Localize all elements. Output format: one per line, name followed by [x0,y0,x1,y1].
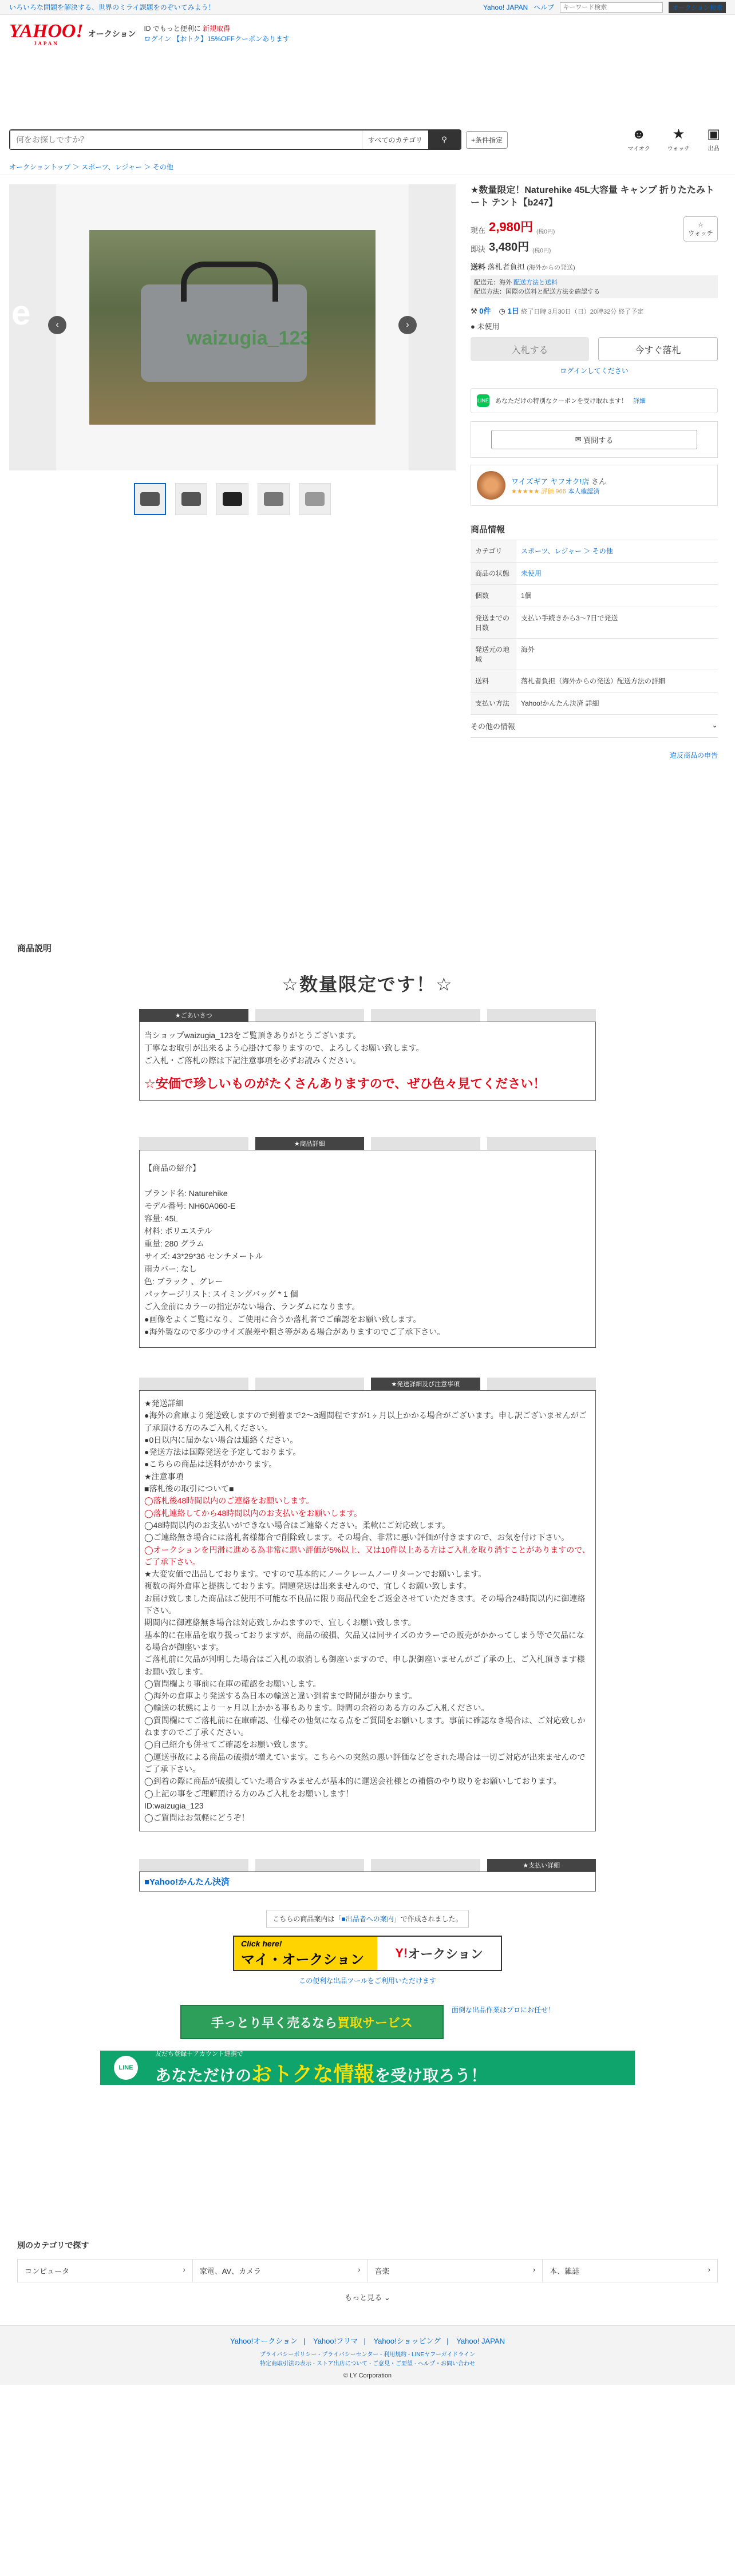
detail-line: サイズ: 43*29*36 センチメートル [144,1252,263,1261]
time-left: 1日 [507,307,519,315]
promo-link[interactable]: いろいろな問題を解決する、世界のミライ課題をのぞいてみよう！ [9,3,215,11]
coupon-detail-link[interactable]: 詳細 [633,398,646,405]
service-name: オークション [88,29,136,38]
category-label: 本、雑誌 [550,2267,580,2276]
sell-button[interactable] [707,128,720,152]
spec-key: 支払い方法 [471,693,516,715]
note-line: ◯48時間以内のお支払いができない場合はご連絡ください。柔軟にご対応致します。 [144,1520,451,1530]
header-info [144,23,290,44]
tab-blank[interactable] [371,1009,480,1022]
note-line: ◯ご質問はお気軽にどうぞ！ [144,1813,250,1823]
star-icon: ☆ [698,221,704,228]
chevron-down-icon: ⌄ [712,721,718,729]
buyout-price: 3,480円 [489,241,529,254]
detail-line: 重量: 280 グラム [144,1239,204,1248]
watch-list-button[interactable] [667,128,690,152]
tab-blank[interactable] [487,1137,596,1150]
tab-blank[interactable] [139,1378,248,1390]
table-row [471,639,718,670]
prev-image-letter: e [11,294,31,332]
note-line: 複数の海外倉庫と提携しております。問題発送は出来ませんので、宜しくお願い致します。 [144,1581,472,1591]
seller-card[interactable] [471,465,718,506]
greeting-line: ご入札・ご落札の際は下記注意事項を必ずお読みください。 [144,1056,361,1065]
coupon-text: あなただけの特別なクーポンを受け取れます！ [495,398,627,405]
other-categories-title: 別のカテゴリで探す [17,2241,89,2250]
note-line: ◯輸送の状態により一ヶ月以上かかる事もあります。時間の余裕のある方のみご入札ください。 [144,1703,489,1713]
shipping-note: (海外からの発送) [527,264,575,271]
pro-seller-link[interactable]: 面倒な出品作業はプロにお任せ！ [451,2006,555,2015]
note-line: ◯ご連絡無き場合には落札者様都合で削除致します。その場合、非常に悪い評価が付きますので、お気を付け下さい。 [144,1533,570,1542]
category-item[interactable] [193,2260,368,2282]
violation-report-link[interactable]: 違反商品の申告 [669,751,718,759]
footer-link[interactable]: Yahoo!フリマ [313,2337,358,2346]
greeting-highlight: ☆安価で珍しいものがたくさんありますので、ぜひ色々見てください！ [144,1077,546,1091]
spec-title: 商品情報 [471,523,718,540]
category-label: コンピュータ [25,2267,70,2276]
show-more-button[interactable] [17,2292,718,2302]
breadcrumb[interactable]: オークショントップ ＞ スポーツ、レジャー ＞ その他 [0,159,735,175]
login-link[interactable]: ログイン [144,35,171,43]
spec-value: Yahoo!かんたん決済 詳細 [516,693,718,715]
current-price-tax: (税0円) [536,229,555,235]
tab-blank[interactable] [487,1009,596,1022]
watch-button-label: ウォッチ [688,229,713,237]
note-line: ◯上記の事をご理解頂ける方のみご入札をお願いします！ [144,1788,354,1798]
thumbnail[interactable] [258,483,290,515]
buyout-price-label: 即決 [471,245,486,254]
detail-line: 雨カバー: なし [144,1264,197,1273]
tab-blank[interactable] [371,1137,480,1150]
note-line: 期間内に御連絡無き場合は対応致しかねますので、宜しくお願い致します。 [144,1618,416,1628]
tab-blank[interactable] [139,1137,248,1150]
note-line: ◯落札連絡してから48時間以内のお支払いをお願いします。 [144,1508,362,1518]
detail-line: 材料: ポリエステル [144,1226,212,1236]
auction-search-button[interactable]: オークション検索 [669,2,726,13]
spec-value[interactable]: 未使用 [521,569,542,577]
table-row [471,693,718,715]
bid-count[interactable]: 0件 [479,307,491,315]
condition-text: 未使用 [477,322,500,331]
chevron-right-icon: › [708,2265,710,2274]
question-button-label: 質問する [583,436,614,445]
thumbnail[interactable] [134,483,166,515]
spec-table [471,540,718,715]
payment-section [139,1859,596,1892]
help-link[interactable]: ヘルプ [534,3,555,11]
footer-sub-line[interactable]: プライバシーポリシー - プライバシーセンター - 利用規約 - LINEヤフーガイドライン [259,2352,476,2359]
myauc-note[interactable]: この便利な出品ツールをご利用いただけます [299,1977,436,1985]
camera-icon: ▣ [707,126,720,142]
note-line: 基本的に在庫品を取り扱っておりますが、商品の破損、欠品又は同サイズのカラーでの販売がかかってしまう等で欠品になる場合が御座います。 [144,1630,584,1652]
tab-greeting[interactable]: ★ごあいさつ [139,1009,248,1022]
prev-arrow-icon[interactable]: ‹ [48,316,66,334]
clock-icon: ◷ [499,307,505,315]
photo-watermark: waizugia_123 [187,327,311,349]
tabs [139,1009,596,1022]
tab-detail[interactable]: ★商品詳細 [255,1137,365,1150]
seller-name[interactable]: ワイズギア ヤフオク!店 [511,477,590,486]
description-heading: ☆数量限定です！☆ [282,974,453,995]
logo-text: YAHOO! [9,20,84,42]
note-line: ◯質問欄にてご落札前に在庫確認、仕様その他気になる点をご質問をお願いします。事前に確認なき場合は、ご対応致しかねますのでご了承ください。 [144,1715,586,1738]
detail-line: ●画像をよくご覧になり、ご使用に合うか落札者でご確認をお願い致します。 [144,1315,421,1324]
yahoo-logo[interactable] [9,22,84,46]
logo-sub-text: JAPAN [33,40,59,46]
tab-blank[interactable] [255,1859,365,1871]
note-line: ◯オークションを円滑に進める為非常に悪い評価が5%以上、又は10件以上ある方はご入札を取り消すことがありますので、ご了承下さい。 [144,1545,590,1566]
check-icon: ● [471,322,475,331]
myauc-banner-right [377,1937,501,1970]
footer-link[interactable]: Yahoo! JAPAN [456,2337,505,2346]
tab-blank[interactable] [371,1859,480,1871]
buyback-banner[interactable] [180,2005,444,2039]
condition-button[interactable]: +条件指定 [466,131,508,149]
greeting-panel [139,1022,596,1101]
item-condition-badge [471,320,718,331]
bid-actions [471,337,718,361]
tab-blank[interactable] [255,1378,365,1390]
note-line: ●海外の倉庫より発送致しますので到着まで2〜3週間程ですが1ヶ月以上かかる場合がございます。申し訳ございませんがご了承頂ける方のみご入札ください。 [144,1411,587,1433]
yahoo-japan-link[interactable]: Yahoo! JAPAN [483,3,528,11]
detail-line: 【商品の紹介】 [144,1164,200,1173]
chevron-right-icon: › [532,2265,536,2274]
spec-key: 商品の状態 [471,563,516,585]
table-row [471,563,718,585]
detail-line: ブランド名: Naturehike [144,1189,228,1198]
search-input[interactable] [10,130,362,149]
ad-banners [0,2005,735,2085]
note-line: ●こちらの商品は送料がかかります。 [144,1459,277,1469]
spec-key: カテゴリ [471,540,516,563]
tabs [139,1137,596,1150]
footer-sub-links [0,2351,735,2369]
current-price: 2,980円 [489,220,534,234]
end-date: 終了日時 3月30日（日）20時32分 終了予定 [521,308,644,315]
line-banner-text-c: を受け取ろう！ [374,2066,487,2084]
notes-section [139,1378,596,1831]
shipping-value: 落札者負担 [487,263,525,271]
search-button[interactable] [428,130,460,149]
note-line: ◯到着の際に商品が破損していた場合すみませんが基本的に運送会社様との補償のやり取りをお願いしております。 [144,1776,562,1786]
thumbnail-strip [9,483,456,515]
current-price-row [471,217,555,235]
footer-link[interactable]: Yahoo!ショッピング [373,2337,441,2346]
myauc-click-text: Click here! [241,1938,282,1948]
spec-key: 個数 [471,585,516,607]
note-line: ■落札後の取引について■ [144,1484,234,1494]
item-info [471,184,718,760]
spec-value: 1個 [516,585,718,607]
footer-links: Yahoo!オークション | Yahoo!フリマ | Yahoo!ショッピング | Yahoo! JAPAN [230,2337,505,2346]
gallery-stage [9,184,456,470]
payment-panel: ■Yahoo!かんたん決済 [139,1871,596,1892]
line-friend-banner[interactable] [100,2051,635,2085]
myauc-logo-text: オークション [408,1946,483,1961]
main-photo[interactable] [89,230,376,425]
footer-sub-line[interactable]: 特定商取引法の表示 - ストア出店について - ご意見・ご要望 - ヘルプ・お問い合わせ [259,2361,476,2368]
next-arrow-icon[interactable]: › [398,316,417,334]
note-line: ★注意事項 [144,1471,184,1481]
spec-key: 送料 [471,670,516,693]
myauc-banner[interactable] [233,1936,502,1971]
table-row [471,585,718,607]
shipping-area: 配送元：海外 [474,279,512,286]
search-row [0,120,735,159]
tab-payment[interactable]: ★支払い詳細 [487,1859,596,1871]
note-line: ◯質問欄より事前に在庫の確認をお願いします。 [144,1679,321,1688]
table-row [471,670,718,693]
question-button[interactable] [491,430,697,449]
chevron-down-icon: ⌄ [384,2293,390,2302]
shipping-label: 送料 [471,263,486,271]
chat-icon: ✉ [575,435,584,444]
current-price-label: 現在 [471,226,486,235]
item-main [0,175,735,760]
seller-avatar [477,471,505,500]
detail-line: ご入金前にカラーの指定がない場合、ランダムになります。 [144,1302,360,1311]
other-info-label: その他の情報 [471,722,516,731]
buy-now-button[interactable]: 今すぐ落札 [598,337,718,361]
tab-shipping-notes[interactable]: ★発送詳細及び注意事項 [371,1378,480,1390]
note-line: ●発送方法は国際発送を予定しております。 [144,1447,301,1457]
footer-link[interactable]: Yahoo!オークション [230,2337,298,2346]
sell-label: 出品 [708,145,720,152]
note-line: ID:waizugia_123 [144,1801,204,1810]
seller-suffix: さん [591,477,606,486]
shipping-method-link[interactable]: 配送方法と送料 [513,279,558,286]
copyright: © LY Corporation [343,2372,392,2380]
person-icon: ☻ [631,126,646,142]
auction-meta [471,305,718,316]
note-line: ◯海外の倉庫より発送する為日本の輸送と違い到着まで時間が掛かります。 [144,1691,417,1701]
spec-key: 発送元の地域 [471,639,516,670]
chevron-right-icon: › [183,2265,185,2274]
note-line: お届け致しました商品はご使用不可能な不良品に限り商品代金をご返金させていただきます。その場合24時間以内に御連絡下さい。 [144,1593,586,1616]
question-box [471,421,718,458]
detail-line: モデル番号: NH60A060-E [144,1201,236,1210]
notes-panel [139,1390,596,1831]
greeting-section [139,1009,596,1101]
note-line: ご落札前に欠品が判明した場合はご入札の取消しも御座いますので、申し訳御座いませんがご了承の上、ご入札頂きます様お願い致します。 [144,1655,585,1676]
author-post: 」で作成されました。 [393,1915,463,1924]
note-line: ◯自己紹介も併せてご確認をお願い致します。 [144,1740,313,1750]
greeting-line: 丁寧なお取引が出来るよう心掛けて参りますので、よろしくお願い致します。 [144,1043,424,1052]
note-line: ◯落札後48時間以内のご連絡をお願いします。 [144,1496,314,1506]
other-categories [0,2239,735,2302]
note-line: ●0日以内に届かない場合は連絡ください。 [144,1435,298,1445]
category-item[interactable] [543,2260,718,2282]
tabs [139,1859,596,1871]
detail-line: 容量: 45L [144,1214,179,1223]
category-select[interactable]: すべてのカテゴリ [362,130,428,149]
coupon-banner[interactable] [471,388,718,413]
detail-line: 色: ブラック 、グレー [144,1277,223,1286]
line-banner-small: 友だち登録＋アカウント連携で [155,2050,243,2057]
top-bar [0,0,735,15]
show-more-label: もっと見る [345,2293,382,2302]
author-note-box [266,1910,468,1928]
note-line: ★大変安価で出品しております。ですので基本的にノークレームノーリターンでお願いします。 [144,1569,487,1579]
note-line: ◯運送事故による商品の破損が増えています。こちらへの突然の悪い評価などをされた場合は一切ご対応が出来ませんのでご了承下さい。 [144,1752,586,1774]
other-info-toggle[interactable] [471,715,718,738]
hammer-icon: ⚒ [471,307,477,315]
tab-blank[interactable] [255,1009,365,1022]
login-note-link[interactable]: ログインしてください [560,367,629,375]
myauc-banner-left [234,1937,377,1970]
bid-button[interactable]: 入札する [471,337,589,361]
buyout-price-row [471,238,555,254]
shipping-detail [471,275,718,298]
spec-value: 落札者負担（海外からの発送）配送方法の詳細 [516,670,718,693]
category-grid [17,2259,718,2282]
category-label: 音楽 [374,2267,390,2276]
signup-link[interactable]: 新規取得 [203,25,231,33]
note-line: ★発送詳細 [144,1399,184,1408]
chevron-right-icon: › [358,2265,361,2274]
tabs [139,1378,596,1390]
author-pre: こちらの商品案内は「 [272,1915,342,1924]
line-icon: LINE [114,2056,138,2080]
id-promo-text: ID でもっと便利に [144,25,201,33]
myauc-label: マイオク [627,145,650,152]
myauc-logo-y: Y! [395,1946,408,1961]
author-note [0,1910,735,1928]
description-title: 商品説明 [17,944,52,953]
category-item[interactable] [18,2260,193,2282]
star-icon: ★ [672,126,685,142]
item-title: ★数量限定！Naturehike 45L大容量 キャンプ 折りたたみトート テント【b247】 [471,185,714,208]
detail-section [139,1137,596,1348]
search-icon: ⚲ [441,135,447,144]
line-banner-highlight: おトクな情報 [251,2061,375,2086]
myauc-main-text: マイ・オークション [241,1952,365,1968]
spec-value: 支払い手続きから3〜7日で発送 [516,607,718,639]
watch-button[interactable] [683,216,718,242]
seller-rating[interactable]: ★★★★★ 評価 966 [511,488,566,495]
tab-blank[interactable] [139,1859,248,1871]
shipping-info [471,261,718,272]
line-banner-text-a: あなただけの [155,2066,252,2084]
shipping-detail-text: 配送方法：国際の送料と配送方法を確認する [474,288,600,295]
seller-verified-badge: 本人確認済 [568,488,600,495]
table-row [471,607,718,639]
thumbnail[interactable] [216,483,248,515]
detail-line: パッケージリスト: スイミングバッグ * 1 個 [144,1289,298,1299]
tab-blank[interactable] [487,1378,596,1390]
category-item[interactable] [368,2260,543,2282]
detail-spacer [144,1174,591,1187]
category-label: 家電、AV、カメラ [199,2267,262,2276]
buyback-text: 手っとり早く売るなら [211,2015,337,2030]
keyword-search-input[interactable] [560,2,663,13]
thumbnail[interactable] [299,483,331,515]
author-tool-link[interactable]: ■出品者への案内 [341,1915,394,1924]
buyout-price-tax: (税0円) [532,248,551,254]
footer [0,2325,735,2385]
greeting-line: 当ショップwaizugia_123をご覧頂きありがとうございます。 [144,1031,361,1040]
myauc-button[interactable] [627,128,650,152]
spec-value: 海外 [516,639,718,670]
spec-key: 発送までの日数 [471,607,516,639]
table-row [471,540,718,563]
buyback-highlight: 買取サービス [337,2015,413,2030]
detail-line: ●海外製なので多少のサイズ誤差や粗さ等がある場合がありますのでご了承下さい。 [144,1327,445,1336]
detail-panel [139,1150,596,1348]
search-box [9,129,461,150]
coupon-link[interactable]: 【おトク】15%OFFクーポンあります [173,35,290,43]
thumbnail[interactable] [175,483,207,515]
header [0,15,735,53]
image-gallery [9,184,456,760]
spec-value[interactable]: スポーツ、レジャー ＞ その他 [521,547,613,555]
line-icon: LINE [477,394,489,407]
watch-label: ウォッチ [667,145,690,152]
